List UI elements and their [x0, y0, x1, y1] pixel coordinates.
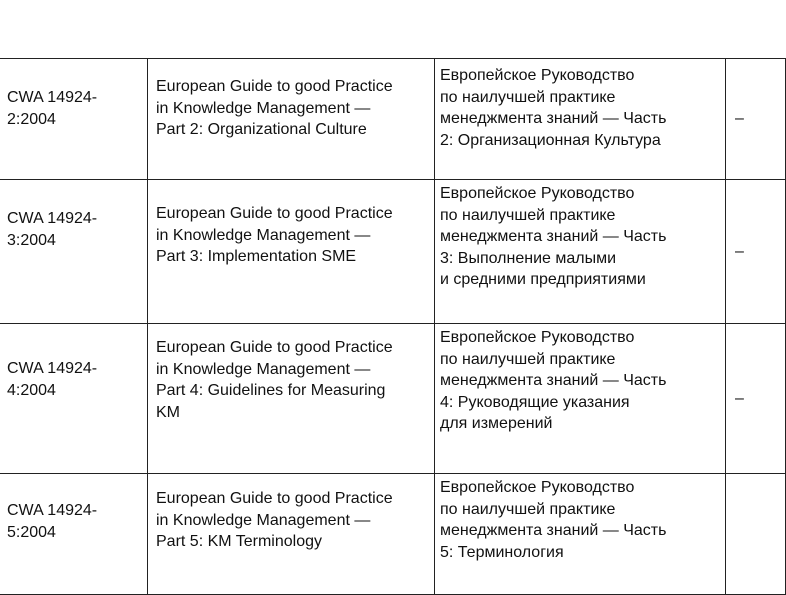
standards-table	[0, 58, 786, 595]
russian-title: Европейское Руководство по наилучшей практике менеджмента знаний — Часть 2: Организационная Культура	[435, 59, 726, 180]
standard-code: CWA 14924- 5:2004	[0, 474, 148, 595]
table-row	[0, 59, 786, 180]
standard-code: CWA 14924- 3:2004	[0, 180, 148, 324]
english-title: European Guide to good Practice in Knowledge Management — Part 5: KM Terminology	[148, 474, 435, 595]
standard-code: CWA 14924- 4:2004	[0, 324, 148, 474]
extra-column-cell: –	[726, 324, 786, 474]
russian-title: Европейское Руководство по наилучшей практике менеджмента знаний — Часть 3: Выполнение малыми и средними предприятиями	[435, 180, 726, 324]
standard-code: CWA 14924- 2:2004	[0, 59, 148, 180]
russian-title: Европейское Руководство по наилучшей практике менеджмента знаний — Часть 5: Терминология	[435, 474, 726, 595]
table-row	[0, 180, 786, 324]
russian-title: Европейское Руководство по наилучшей практике менеджмента знаний — Часть 4: Руководящие указания для измерений	[435, 324, 726, 474]
table-row	[0, 324, 786, 474]
extra-column-cell: –	[726, 59, 786, 180]
table-row	[0, 474, 786, 595]
english-title: European Guide to good Practice in Knowledge Management — Part 2: Organizational Culture	[148, 59, 435, 180]
english-title: European Guide to good Practice in Knowledge Management — Part 3: Implementation SME	[148, 180, 435, 324]
extra-column-cell: –	[726, 180, 786, 324]
english-title: European Guide to good Practice in Knowledge Management — Part 4: Guidelines for Measuring KM	[148, 324, 435, 474]
extra-column-cell	[726, 474, 786, 595]
